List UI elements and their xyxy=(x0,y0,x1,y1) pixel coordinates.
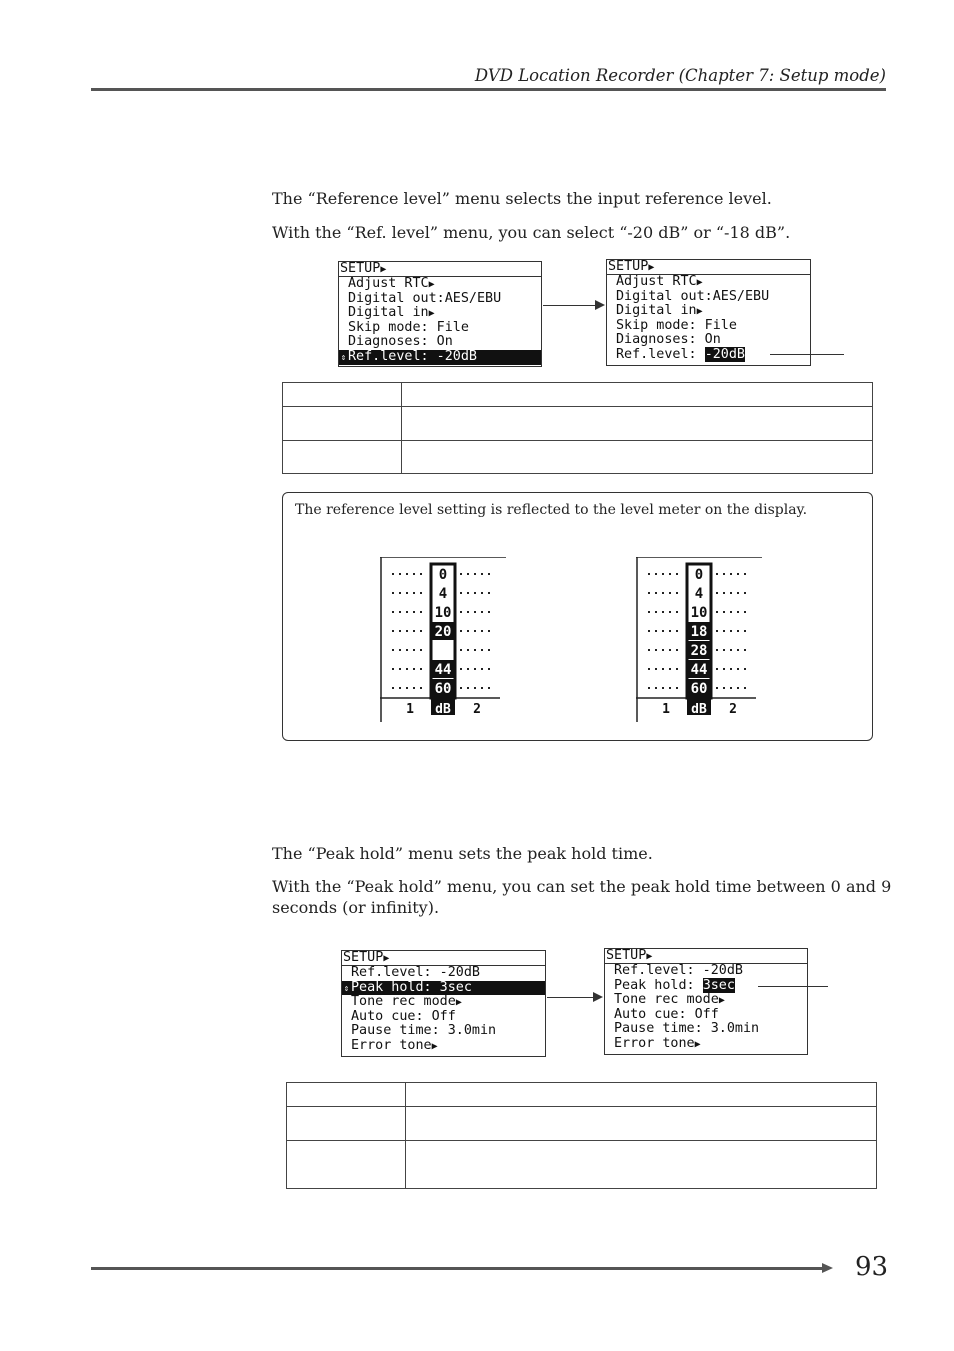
table-row xyxy=(283,407,873,441)
lcd-row: Error tone▶ xyxy=(351,1037,438,1053)
meter-scale-label: 60 xyxy=(434,681,452,697)
lcd-title: SETUP▶ xyxy=(607,260,810,275)
lcd-row-selected: ⇕ Peak hold: 3sec xyxy=(342,981,545,996)
table-cell xyxy=(287,1141,406,1189)
meter-scale-label: 0 xyxy=(694,567,704,583)
triangle-right-icon: ▶ xyxy=(694,1038,701,1050)
lcd-row-selected: ⇕ Ref.level: -20dB xyxy=(339,350,541,365)
triangle-right-icon: ▶ xyxy=(648,262,655,273)
lcd-row: Auto cue: Off xyxy=(351,1008,456,1024)
lcd-row: Skip mode: File xyxy=(616,317,737,333)
running-header: DVD Location Recorder (Chapter 7: Setup mode) xyxy=(474,66,886,85)
table-cell xyxy=(283,407,402,441)
lcd-row: Diagnoses: On xyxy=(348,334,453,350)
meter-scale-label: 28 xyxy=(690,643,708,659)
lcd-row: Skip mode: File xyxy=(348,319,469,335)
peak-hold-value: 3sec xyxy=(702,977,735,993)
meter-scale-label: 4 xyxy=(438,586,448,602)
triangle-right-icon: ▶ xyxy=(696,306,703,318)
lcd-setup-peak-hold-after xyxy=(604,948,808,1055)
triangle-right-icon: ▶ xyxy=(383,953,390,964)
table-row xyxy=(283,441,873,474)
level-meter-minus18 xyxy=(636,557,762,722)
lcd-row: Auto cue: Off xyxy=(614,1006,719,1022)
table-cell xyxy=(283,441,402,474)
lcd-row: Ref.level: -20dB xyxy=(351,965,480,980)
meter-channel-label: 1 xyxy=(406,702,414,717)
lcd-setup-ref-level-after xyxy=(606,259,811,366)
meter-scale-label: 60 xyxy=(690,681,708,697)
meter-scale-label: 44 xyxy=(690,662,708,678)
lcd-setup-ref-level-before xyxy=(338,261,542,367)
level-meter-minus20 xyxy=(380,557,506,722)
triangle-right-icon: ▶ xyxy=(455,997,462,1009)
table-cell xyxy=(287,1107,406,1141)
triangle-right-icon: ▶ xyxy=(718,995,725,1007)
table-cell xyxy=(402,383,873,407)
up-down-icon: ⇕ xyxy=(340,352,347,363)
triangle-right-icon: ▶ xyxy=(380,264,387,275)
table-cell xyxy=(406,1083,877,1107)
triangle-right-icon: ▶ xyxy=(431,1040,438,1052)
table-row xyxy=(287,1107,877,1141)
peak-hold-range: With the “Peak hold” menu, you can set the peak hold time between 0 and 9 seconds (or infinity). xyxy=(272,877,892,917)
table-cell xyxy=(406,1141,877,1189)
callout-line xyxy=(758,986,828,987)
meter-channel-label: 2 xyxy=(473,702,481,717)
table-cell xyxy=(287,1083,406,1107)
arrow-right-icon xyxy=(593,992,603,1002)
meter-scale-label: 20 xyxy=(434,624,452,640)
level-meter-svg xyxy=(380,557,506,722)
lcd-row: Peak hold: 3sec xyxy=(614,977,735,993)
up-down-icon: ⇕ xyxy=(343,983,350,994)
lcd-row: Digital in▶ xyxy=(616,303,703,319)
meter-scale-label: 18 xyxy=(690,624,708,640)
table-cell xyxy=(406,1107,877,1141)
lcd-row: Ref.level: -20dB xyxy=(616,346,745,362)
arrow-right-icon xyxy=(822,1263,833,1273)
lcd-row: Digital in▶ xyxy=(348,305,435,321)
table-row xyxy=(287,1141,877,1189)
callout-line xyxy=(770,354,844,355)
lcd-row: Error tone▶ xyxy=(614,1035,701,1051)
table-cell xyxy=(402,441,873,474)
meter-channel-label: dB xyxy=(691,702,707,717)
meter-scale-label: 10 xyxy=(690,605,708,621)
arrow-line xyxy=(547,997,593,998)
triangle-right-icon: ▶ xyxy=(696,277,703,288)
triangle-right-icon: ▶ xyxy=(428,308,435,320)
table-cell xyxy=(402,407,873,441)
lcd-setup-peak-hold-before xyxy=(341,950,546,1057)
table-cell xyxy=(283,383,402,407)
lcd-row: Tone rec mode▶ xyxy=(614,992,725,1008)
meter-channel-label: dB xyxy=(435,702,451,717)
arrow-right-icon xyxy=(595,300,605,310)
lcd-row: Pause time: 3.0min xyxy=(351,1023,497,1039)
meter-scale-label: 44 xyxy=(434,662,452,678)
lcd-title: SETUP▶ xyxy=(339,262,541,277)
lcd-row: Adjust RTC▶ xyxy=(348,276,435,291)
lcd-row: Diagnoses: On xyxy=(616,332,721,348)
lcd-row: Ref.level: -20dB xyxy=(614,963,743,978)
meter-channel-label: 2 xyxy=(729,702,737,717)
note-box xyxy=(282,492,873,741)
level-meter-svg xyxy=(636,557,762,722)
lcd-row: Digital out:AES/EBU xyxy=(616,288,770,304)
arrow-line xyxy=(543,305,595,306)
ref-level-options: With the “Ref. level” menu, you can select “-20 dB” or “-18 dB”. xyxy=(272,223,791,242)
triangle-right-icon: ▶ xyxy=(428,279,435,290)
lcd-row: Digital out:AES/EBU xyxy=(348,290,502,306)
peak-hold-table xyxy=(286,1082,877,1189)
note-text: The reference level setting is reflected to the level meter on the display. xyxy=(295,502,808,518)
header-rule xyxy=(91,88,886,91)
ref-level-value: -20dB xyxy=(704,346,745,362)
ref-level-table xyxy=(282,382,873,474)
table-row xyxy=(287,1083,877,1107)
lcd-row: Pause time: 3.0min xyxy=(614,1021,760,1037)
meter-channel-label: 1 xyxy=(662,702,670,717)
lcd-title: SETUP▶ xyxy=(342,951,545,966)
peak-hold-intro: The “Peak hold” menu sets the peak hold time. xyxy=(272,844,653,863)
page-number: 93 xyxy=(855,1252,889,1282)
footer-rule xyxy=(91,1267,826,1270)
ref-level-intro: The “Reference level” menu selects the input reference level. xyxy=(272,189,772,208)
lcd-row: Adjust RTC▶ xyxy=(616,274,703,289)
meter-scale-label: 10 xyxy=(434,605,452,621)
table-row xyxy=(283,383,873,407)
triangle-right-icon: ▶ xyxy=(646,951,653,962)
lcd-title: SETUP▶ xyxy=(605,949,807,964)
lcd-row: Tone rec mode▶ xyxy=(351,994,462,1010)
meter-scale-label: 0 xyxy=(438,567,448,583)
meter-scale-label: 4 xyxy=(694,586,704,602)
